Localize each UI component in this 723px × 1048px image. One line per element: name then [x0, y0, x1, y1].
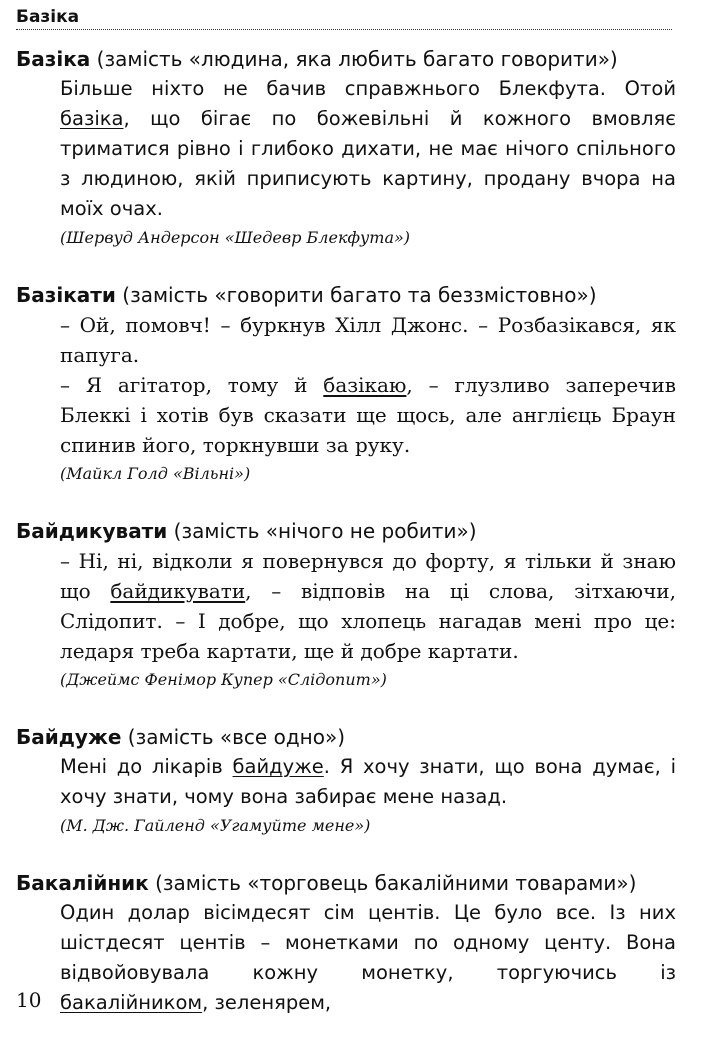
- example-text: , – відповів на ці слова, зітхаючи, Слідопит. – І добре, що хлопець нагадав мені про це: ледаря треба картати, ще й добре картати.: [60, 579, 676, 663]
- highlighted-word: базікаю: [323, 373, 407, 397]
- highlighted-word: бакалійником: [60, 991, 203, 1014]
- entry-example: [60, 310, 676, 370]
- entry-source: (Шервуд Андерсон «Шедевр Блекфута»): [60, 228, 411, 247]
- entry-heading: [16, 280, 676, 310]
- entry-example: [60, 898, 676, 1018]
- entry-note: (замість «торговець бакалійними товарами»): [155, 871, 637, 895]
- example-text: – Ні, ні, відколи я повернувся до форту, я тільки й знаю що: [60, 549, 676, 603]
- entry-heading: [16, 722, 676, 752]
- entry-bakaliinyk: [16, 868, 676, 1018]
- entry-term: Бакалійник: [16, 871, 149, 895]
- entry-heading: [16, 868, 676, 898]
- example-text: , що бігає по божевільні й кожного вмовляє триматися рівно і глибоко дихати, не має нічого спільного з людиною, якій приписують картину, продану вчора на моїх очах.: [60, 107, 676, 220]
- highlighted-word: байдикувати: [110, 579, 246, 603]
- entry-bazika: [16, 44, 676, 250]
- entry-example: [60, 752, 676, 812]
- dictionary-content: [16, 44, 676, 1048]
- entry-heading: [16, 44, 676, 74]
- entry-note: (замість «людина, яка любить багато говорити»): [96, 47, 618, 71]
- highlighted-word: базіка: [60, 107, 124, 130]
- page-number: 10: [16, 988, 42, 1012]
- highlighted-word: байдуже: [232, 755, 324, 778]
- example-text: , зеленярем,: [202, 991, 332, 1014]
- entry-term: Байдуже: [16, 725, 122, 749]
- entry-source: (Майкл Голд «Вільні»): [60, 464, 251, 483]
- entry-note: (замість «говорити багато та беззмістовно»): [122, 283, 597, 307]
- example-text: . Я хочу знати, що вона думає, і хочу знати, чому вона забирає мене назад.: [60, 755, 676, 808]
- entry-example: [60, 74, 676, 224]
- entry-example: [60, 370, 676, 460]
- entry-bazikaty: [16, 280, 676, 486]
- example-text: , – глузливо заперечив Блеккі і хотів був сказати ще щось, але англієць Браун спинив його, торкнувши за руку.: [60, 373, 676, 457]
- example-text: – Я агітатор, тому й: [60, 373, 324, 397]
- example-text: Більше ніхто не бачив справжнього Блекфута. Отой: [60, 77, 676, 100]
- entry-example: [60, 546, 676, 666]
- entry-source: (М. Дж. Гайленд «Угамуйте мене»): [60, 816, 371, 835]
- entry-baiduzhe: [16, 722, 676, 838]
- entry-baidykuvaty: [16, 516, 676, 692]
- entry-note: (замість «нічого не робити»): [173, 519, 477, 543]
- example-text: – Ой, помовч! – буркнув Хілл Джонс. – Розбазікався, як папуга.: [60, 313, 676, 367]
- entry-term: Базіка: [16, 47, 91, 71]
- entry-term: Базікати: [16, 283, 116, 307]
- running-header: Базіка: [16, 6, 672, 30]
- entry-note: (замість «все одно»): [127, 725, 346, 749]
- entry-heading: [16, 516, 676, 546]
- example-text: Один долар вісімдесят сім центів. Це було все. Із них шістдесят центів – монетками по одному центу. Вона відвойовувала кожну монетку, торгуючись із: [60, 901, 676, 984]
- entry-source: (Джеймс Фенімор Купер «Слідопит»): [60, 670, 387, 689]
- example-text: Мені до лікарів: [60, 755, 233, 778]
- entry-term: Байдикувати: [16, 519, 168, 543]
